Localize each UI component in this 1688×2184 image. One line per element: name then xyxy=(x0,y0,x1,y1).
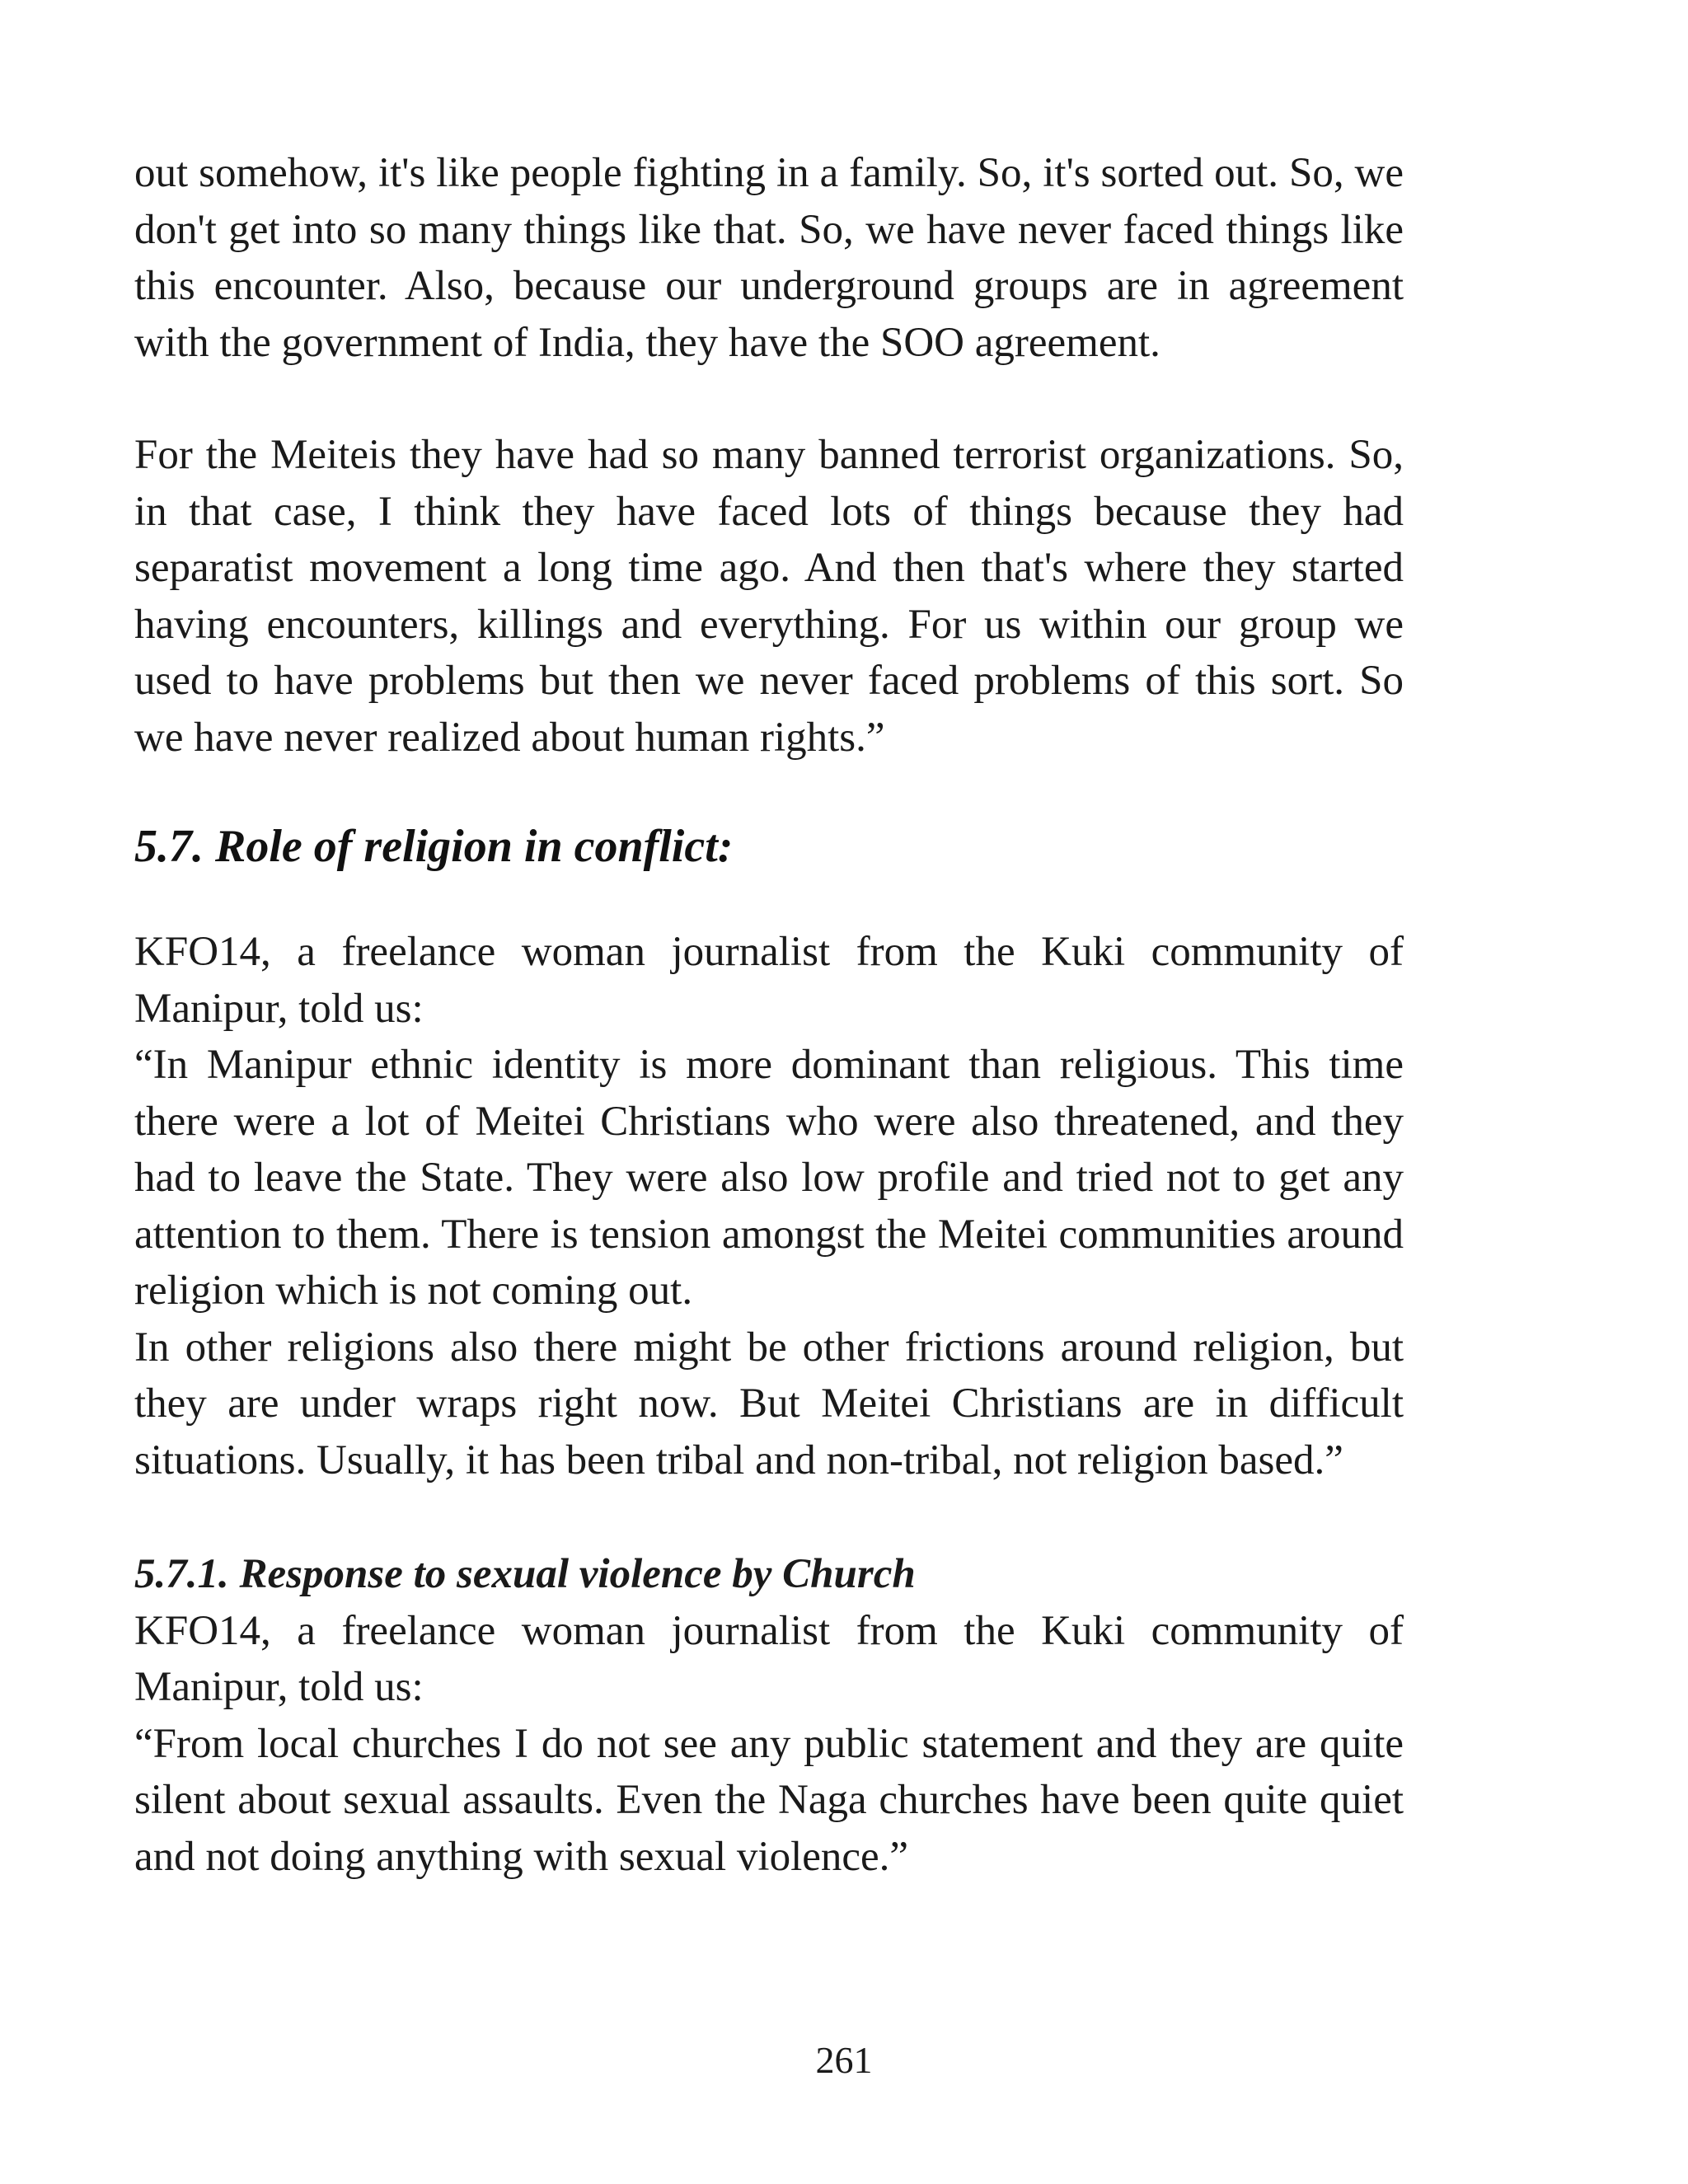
subsection-heading: 5.7.1. Response to sexual violence by Church xyxy=(134,1551,916,1597)
quote-paragraph: In other religions also there might be other frictions around religion, but they are under wraps right now. But Meitei Christians are in difficult situations. Usually, it has been tribal and non-tribal, not religion based.” xyxy=(134,1324,1404,1483)
body-paragraph: For the Meiteis they have had so many banned terrorist organizations. So, in that case, I think they have faced lots of things because they had separatist movement a long time ago. And then that's where they started having encounters, killings and everything. For us within our group we used to have problems but then we never faced problems of this sort. So we have never realized about human rights.” xyxy=(134,432,1404,761)
section-heading: 5.7. Role of religion in conflict: xyxy=(134,821,734,872)
quote-paragraph: “In Manipur ethnic identity is more dominant than religious. This time there were a lot of Meitei Christians who were also threatened, and they had to leave the State. They were also low profile and tried not to get any attention to them. There is tension amongst the Meitei communities around religion which is not coming out. xyxy=(134,1042,1404,1314)
subsection-intro: KFO14, a freelance woman journalist from the Kuki community of Manipur, told us: xyxy=(134,1607,1404,1710)
quote-paragraph: “From local churches I do not see any public statement and they are quite silent about sexual assaults. Even the Naga churches have been quite quiet and not doing anything with sexual violence.” xyxy=(134,1720,1404,1880)
section-intro: KFO14, a freelance woman journalist from the Kuki community of Manipur, told us: xyxy=(134,929,1404,1032)
page-body xyxy=(134,145,1404,1885)
body-paragraph: out somehow, it's like people fighting in a family. So, it's sorted out. So, we don't get into so many things like that. So, we have never faced things like this encounter. Also, because our underground groups are in agreement with the government of India, they have the SOO agreement. xyxy=(134,150,1404,366)
page-number: 261 xyxy=(815,2039,873,2081)
